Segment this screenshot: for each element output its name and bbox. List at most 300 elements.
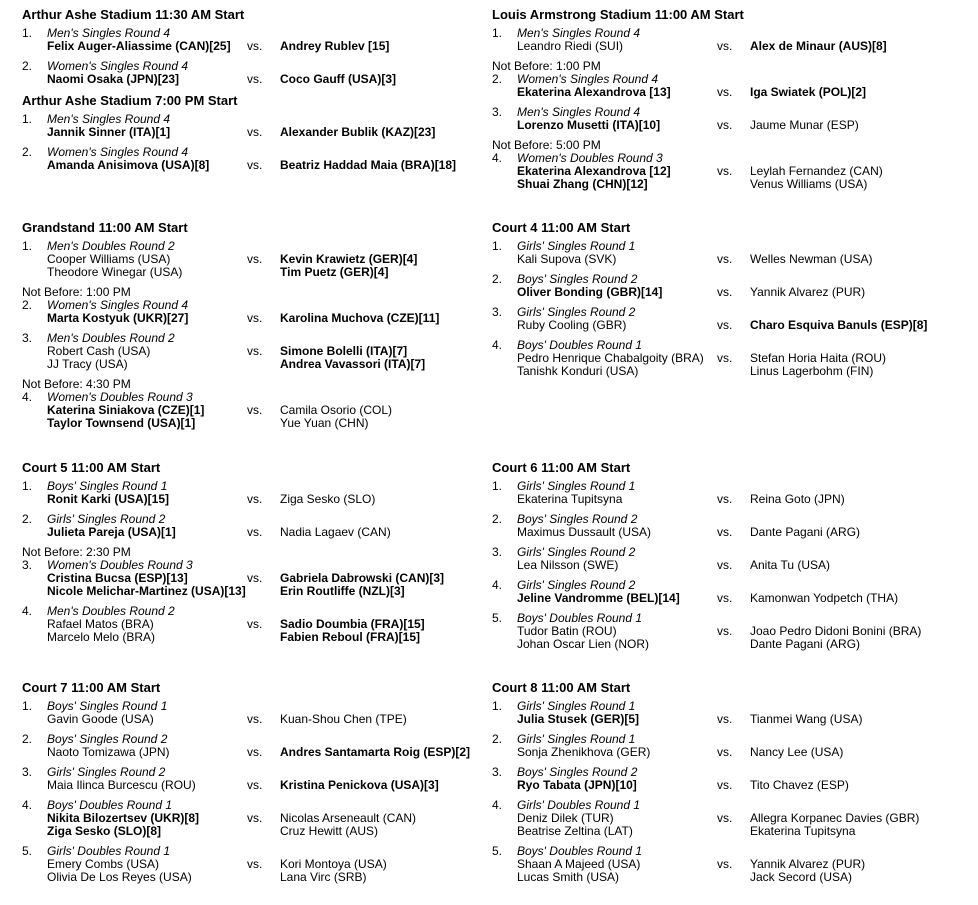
player-name: Nicole Melichar-Martinez (USA)[13] [47,584,246,598]
not-before-note: Not Before: 1:00 PM [22,285,131,299]
player-name: Alexander Bublik (KAZ)[23] [280,125,436,139]
player-one [517,165,671,191]
player-name: Julieta Pareja (USA)[1] [47,525,176,539]
match-row [0,299,480,333]
player-one [517,858,640,884]
player-name: Tim Puetz (GER)[4] [280,265,389,279]
player-name: Emery Combs (USA) [47,857,160,871]
player-name: Lucas Smith (USA) [517,870,620,884]
match-row [470,273,950,307]
player-name: Simone Bolelli (ITA)[7] [280,344,408,358]
match-row [0,239,480,279]
player-two [280,572,444,598]
player-two [750,165,883,191]
match-round: Boys' Doubles Round 1 [517,338,643,352]
match-row [0,766,480,800]
player-name: Lana Virc (SRB) [280,870,367,884]
player-one [47,812,199,838]
match-round: Women's Singles Round 4 [47,145,189,159]
court-title: Grandstand 11:00 AM Start [22,220,188,235]
player-name: Nicolas Arseneault (CAN) [280,811,417,825]
match-number: 2. [492,72,503,86]
match-round: Women's Singles Round 4 [517,72,659,86]
not-before-note: Not Before: 4:30 PM [22,377,131,391]
player-two [750,746,843,759]
player-one [517,493,622,506]
player-name: Rafael Matos (BRA) [47,617,154,631]
player-one [517,352,704,378]
match-round: Women's Doubles Round 3 [47,390,193,404]
player-name: Andrea Vavassori (ITA)[7] [280,357,426,371]
player-name: Leylah Fernandez (CAN) [750,164,883,178]
vs-label: vs. [247,311,263,325]
match-row [0,390,480,430]
player-name: Reina Goto (JPN) [750,492,845,506]
vs-label: vs. [717,857,733,871]
player-name: Iga Swiatek (POL)[2] [750,85,867,99]
player-one [47,253,182,279]
player-name: Charo Esquiva Banuls (ESP)[8] [750,318,928,332]
player-two [750,352,886,378]
player-name: Karolina Muchova (CZE)[11] [280,311,440,325]
player-one [517,40,623,53]
match-round: Boys' Singles Round 2 [517,512,638,526]
player-name: Yannik Alvarez (PUR) [750,285,866,299]
player-name: Linus Lagerbohm (FIN) [750,364,874,378]
match-round: Girls' Singles Round 1 [517,699,636,713]
match-round: Boys' Singles Round 1 [47,699,168,713]
player-two [750,319,927,332]
player-two [280,159,456,172]
vs-label: vs. [247,525,263,539]
player-two [280,312,439,325]
court-title: Court 6 11:00 AM Start [492,460,631,475]
match-row [0,113,480,147]
player-two [750,253,872,266]
match-row [470,338,950,378]
match-number: 3. [492,545,503,559]
player-name: Deniz Dilek (TUR) [517,811,614,825]
player-name: Lorenzo Musetti (ITA)[10] [517,118,661,132]
player-name: Tianmei Wang (USA) [750,712,863,726]
match-round: Boys' Doubles Round 1 [517,611,643,625]
match-row [470,844,950,884]
player-name: Venus Williams (USA) [750,177,868,191]
player-two [280,526,391,539]
match-row [0,733,480,767]
vs-label: vs. [247,617,263,631]
player-name: Cruz Hewitt (AUS) [280,824,379,838]
court-title: Arthur Ashe Stadium 7:00 PM Start [22,93,238,108]
vs-label: vs. [717,712,733,726]
match-number: 5. [492,611,503,625]
vs-label: vs. [247,745,263,759]
player-two [750,286,865,299]
vs-label: vs. [247,39,263,53]
match-round: Women's Singles Round 4 [47,59,189,73]
match-number: 1. [22,112,33,126]
player-two [280,858,387,884]
player-name: Lea Nilsson (SWE) [517,558,619,572]
match-row [0,480,480,514]
vs-label: vs. [717,252,733,266]
match-row [0,513,480,547]
match-round: Women's Singles Round 4 [47,298,189,312]
match-round: Boys' Singles Round 2 [47,732,168,746]
player-name: Tudor Batin (ROU) [517,624,617,638]
player-one [47,73,179,86]
match-number: 2. [22,732,33,746]
match-row [470,798,950,838]
player-name: Olivia De Los Reyes (USA) [47,870,192,884]
player-one [517,625,649,651]
player-name: Dante Pagani (ARG) [750,525,861,539]
vs-label: vs. [717,118,733,132]
player-name: Theodore Winegar (USA) [47,265,183,279]
player-name: Nancy Lee (USA) [750,745,844,759]
player-name: Jack Secord (USA) [750,870,853,884]
player-two [280,345,425,371]
player-name: Joao Pedro Didoni Bonini (BRA) [750,624,922,638]
player-one [517,713,639,726]
match-round: Boys' Singles Round 2 [517,765,638,779]
match-round: Men's Doubles Round 2 [47,239,175,253]
player-name: Julia Stusek (GER)[5] [517,712,640,726]
player-name: Shaan A Majeed (USA) [517,857,641,871]
player-name: Jaume Munar (ESP) [750,118,859,132]
player-name: Yannik Alvarez (PUR) [750,857,866,871]
player-name: Beatrise Zeltina (LAT) [517,824,633,838]
court-title: Court 4 11:00 AM Start [492,220,631,235]
vs-label: vs. [717,525,733,539]
not-before-note: Not Before: 2:30 PM [22,545,131,559]
match-number: 4. [492,798,503,812]
vs-label: vs. [247,778,263,792]
player-two [750,526,860,539]
player-name: Naomi Osaka (JPN)[23] [47,72,180,86]
match-round: Girls' Singles Round 2 [517,578,636,592]
player-name: Felix Auger-Aliassime (CAN)[25] [47,39,231,53]
match-row [470,106,950,140]
player-two [280,40,389,53]
player-one [47,713,154,726]
match-round: Women's Doubles Round 3 [517,151,663,165]
player-name: Maximus Dussault (USA) [517,525,652,539]
match-round: Women's Doubles Round 3 [47,558,193,572]
match-round: Boys' Singles Round 1 [47,479,168,493]
match-number: 1. [492,479,503,493]
player-two [280,746,470,759]
player-two [750,559,830,572]
player-name: Cristina Bucsa (ESP)[13] [47,571,188,585]
vs-label: vs. [247,492,263,506]
vs-label: vs. [247,811,263,825]
player-two [280,253,417,279]
player-name: Kevin Krawietz (GER)[4] [280,252,418,266]
player-name: Kamonwan Yodpetch (THA) [750,591,899,605]
match-round: Girls' Singles Round 1 [517,239,636,253]
match-number: 1. [492,239,503,253]
player-one [517,253,616,266]
player-name: Kori Montoya (USA) [280,857,387,871]
match-number: 4. [22,390,33,404]
match-row [470,151,950,191]
player-name: Beatriz Haddad Maia (BRA)[18] [280,158,457,172]
match-row [470,73,950,107]
match-round: Men's Singles Round 4 [517,105,641,119]
player-name: Leandro Riedi (SUI) [517,39,624,53]
player-two [750,713,862,726]
match-row [0,558,480,598]
player-name: Kristina Penickova (USA)[3] [280,778,439,792]
match-row [470,611,950,651]
vs-label: vs. [717,351,733,365]
match-number: 5. [492,844,503,858]
match-number: 1. [22,239,33,253]
player-one [47,858,192,884]
vs-label: vs. [717,778,733,792]
match-number: 4. [22,604,33,618]
player-one [47,746,169,759]
vs-label: vs. [717,164,733,178]
player-one [47,159,209,172]
match-number: 4. [492,578,503,592]
player-one [47,126,170,139]
vs-label: vs. [717,591,733,605]
player-name: Katerina Siniakova (CZE)[1] [47,403,205,417]
player-name: Shuai Zhang (CHN)[12] [517,177,648,191]
player-two [750,592,898,605]
match-round: Boys' Doubles Round 1 [517,844,643,858]
player-name: Camila Osorio (COL) [280,403,393,417]
match-row [0,27,480,61]
vs-label: vs. [717,39,733,53]
player-name: Gavin Goode (USA) [47,712,154,726]
match-round: Girls' Singles Round 1 [517,479,636,493]
vs-label: vs. [247,712,263,726]
match-number: 3. [22,765,33,779]
match-number: 1. [22,699,33,713]
match-number: 2. [22,298,33,312]
match-round: Girls' Singles Round 2 [47,512,166,526]
match-row [470,306,950,340]
player-two [280,812,416,838]
player-name: Oliver Bonding (GBR)[14] [517,285,663,299]
player-name: Naoto Tomizawa (JPN) [47,745,170,759]
player-one [517,812,633,838]
match-row [0,844,480,884]
player-name: Ekaterina Tupitsyna [750,824,856,838]
vs-label: vs. [717,558,733,572]
player-name: Gabriela Dabrowski (CAN)[3] [280,571,445,585]
player-name: Kuan-Shou Chen (TPE) [280,712,407,726]
match-number: 4. [492,338,503,352]
player-name: Welles Newman (USA) [750,252,873,266]
match-row [0,798,480,838]
match-row [0,146,480,180]
vs-label: vs. [247,252,263,266]
match-row [470,27,950,61]
match-row [0,700,480,734]
player-name: Taylor Townsend (USA)[1] [47,416,196,430]
match-row [0,60,480,94]
match-number: 3. [22,331,33,345]
court-title: Court 7 11:00 AM Start [22,680,161,695]
vs-label: vs. [717,811,733,825]
player-one [517,559,618,572]
player-name: Sonja Zhenikhova (GER) [517,745,651,759]
player-name: Allegra Korpanec Davies (GBR) [750,811,920,825]
match-number: 3. [492,765,503,779]
court-title: Arthur Ashe Stadium 11:30 AM Start [22,7,245,22]
player-two [750,625,921,651]
not-before-note: Not Before: 1:00 PM [492,59,601,73]
not-before-note: Not Before: 5:00 PM [492,138,601,152]
match-number: 1. [22,26,33,40]
player-two [280,779,439,792]
match-number: 1. [492,699,503,713]
player-name: Stefan Horia Haita (ROU) [750,351,887,365]
match-row [470,766,950,800]
vs-label: vs. [717,318,733,332]
player-one [517,286,662,299]
vs-label: vs. [247,571,263,585]
player-one [47,404,204,430]
player-name: Marcelo Melo (BRA) [47,630,156,644]
player-name: Johan Oscar Lien (NOR) [517,637,650,651]
player-name: Ziga Sesko (SLO)[8] [47,824,162,838]
player-name: Cooper Williams (USA) [47,252,171,266]
match-row [470,579,950,613]
match-round: Boys' Singles Round 2 [517,272,638,286]
match-round: Girls' Singles Round 2 [517,305,636,319]
player-two [750,858,865,884]
player-two [750,40,887,53]
player-one [517,592,680,605]
vs-label: vs. [247,158,263,172]
player-one [47,526,176,539]
player-two [280,713,407,726]
match-round: Boys' Doubles Round 1 [47,798,173,812]
match-number: 5. [22,844,33,858]
player-name: Nadia Lagaev (CAN) [280,525,391,539]
player-name: Tito Chavez (ESP) [750,778,849,792]
match-round: Girls' Singles Round 2 [47,765,166,779]
vs-label: vs. [717,85,733,99]
match-number: 2. [22,512,33,526]
player-one [517,746,650,759]
player-one [47,345,150,371]
player-one [47,779,196,792]
player-one [47,40,231,53]
match-number: 4. [492,151,503,165]
match-round: Men's Doubles Round 2 [47,604,175,618]
court-title: Court 5 11:00 AM Start [22,460,161,475]
player-two [750,493,845,506]
match-number: 2. [492,272,503,286]
match-number: 3. [492,105,503,119]
player-name: Ronit Karki (USA)[15] [47,492,170,506]
player-two [280,493,375,506]
player-one [517,86,671,99]
player-one [517,119,660,132]
player-name: Coco Gauff (USA)[3] [280,72,396,86]
player-name: Sadio Doumbia (FRA)[15] [280,617,425,631]
match-row [0,331,480,371]
player-two [280,73,396,86]
player-two [750,86,866,99]
court-title: Court 8 11:00 AM Start [492,680,631,695]
match-row [470,700,950,734]
court-title: Louis Armstrong Stadium 11:00 AM Start [492,7,744,22]
player-name: Dante Pagani (ARG) [750,637,861,651]
player-name: Yue Yuan (CHN) [280,416,369,430]
player-name: Amanda Anisimova (USA)[8] [47,158,210,172]
vs-label: vs. [247,403,263,417]
player-name: Fabien Reboul (FRA)[15] [280,630,420,644]
match-number: 3. [492,305,503,319]
match-row [0,604,480,644]
player-one [47,618,155,644]
vs-label: vs. [717,745,733,759]
player-name: Tanishk Konduri (USA) [517,364,639,378]
match-row [470,240,950,274]
match-number: 2. [492,732,503,746]
player-name: Ekaterina Tupitsyna [517,492,623,506]
match-row [470,513,950,547]
vs-label: vs. [247,344,263,358]
player-two [280,618,425,644]
player-name: Kali Supova (SVK) [517,252,617,266]
player-name: Andres Santamarta Roig (ESP)[2] [280,745,471,759]
player-one [517,779,637,792]
match-number: 2. [492,512,503,526]
player-name: Ekaterina Alexandrova [12] [517,164,671,178]
match-number: 2. [22,59,33,73]
player-two [280,126,435,139]
player-name: Ekaterina Alexandrova [13] [517,85,671,99]
player-name: Ryo Tabata (JPN)[10] [517,778,637,792]
match-row [470,733,950,767]
player-name: Jeline Vandromme (BEL)[14] [517,591,680,605]
vs-label: vs. [247,72,263,86]
player-name: Nikita Bilozertsev (UKR)[8] [47,811,200,825]
player-name: Anita Tu (USA) [750,558,831,572]
player-name: Maia Ilinca Burcescu (ROU) [47,778,196,792]
player-name: Pedro Henrique Chabalgoity (BRA) [517,351,704,365]
player-name: Alex de Minaur (AUS)[8] [750,39,887,53]
player-one [47,572,246,598]
player-name: Ruby Cooling (GBR) [517,318,627,332]
match-round: Men's Singles Round 4 [47,26,171,40]
match-number: 3. [22,558,33,572]
match-round: Men's Singles Round 4 [517,26,641,40]
player-two [750,812,919,838]
match-number: 2. [22,145,33,159]
player-two [750,779,849,792]
vs-label: vs. [247,857,263,871]
player-name: JJ Tracy (USA) [47,357,128,371]
vs-label: vs. [247,125,263,139]
vs-label: vs. [717,624,733,638]
match-number: 1. [22,479,33,493]
match-round: Men's Doubles Round 2 [47,331,175,345]
player-one [47,312,188,325]
match-round: Girls' Singles Round 1 [517,732,636,746]
player-name: Ziga Sesko (SLO) [280,492,376,506]
player-two [750,119,859,132]
match-number: 1. [492,26,503,40]
